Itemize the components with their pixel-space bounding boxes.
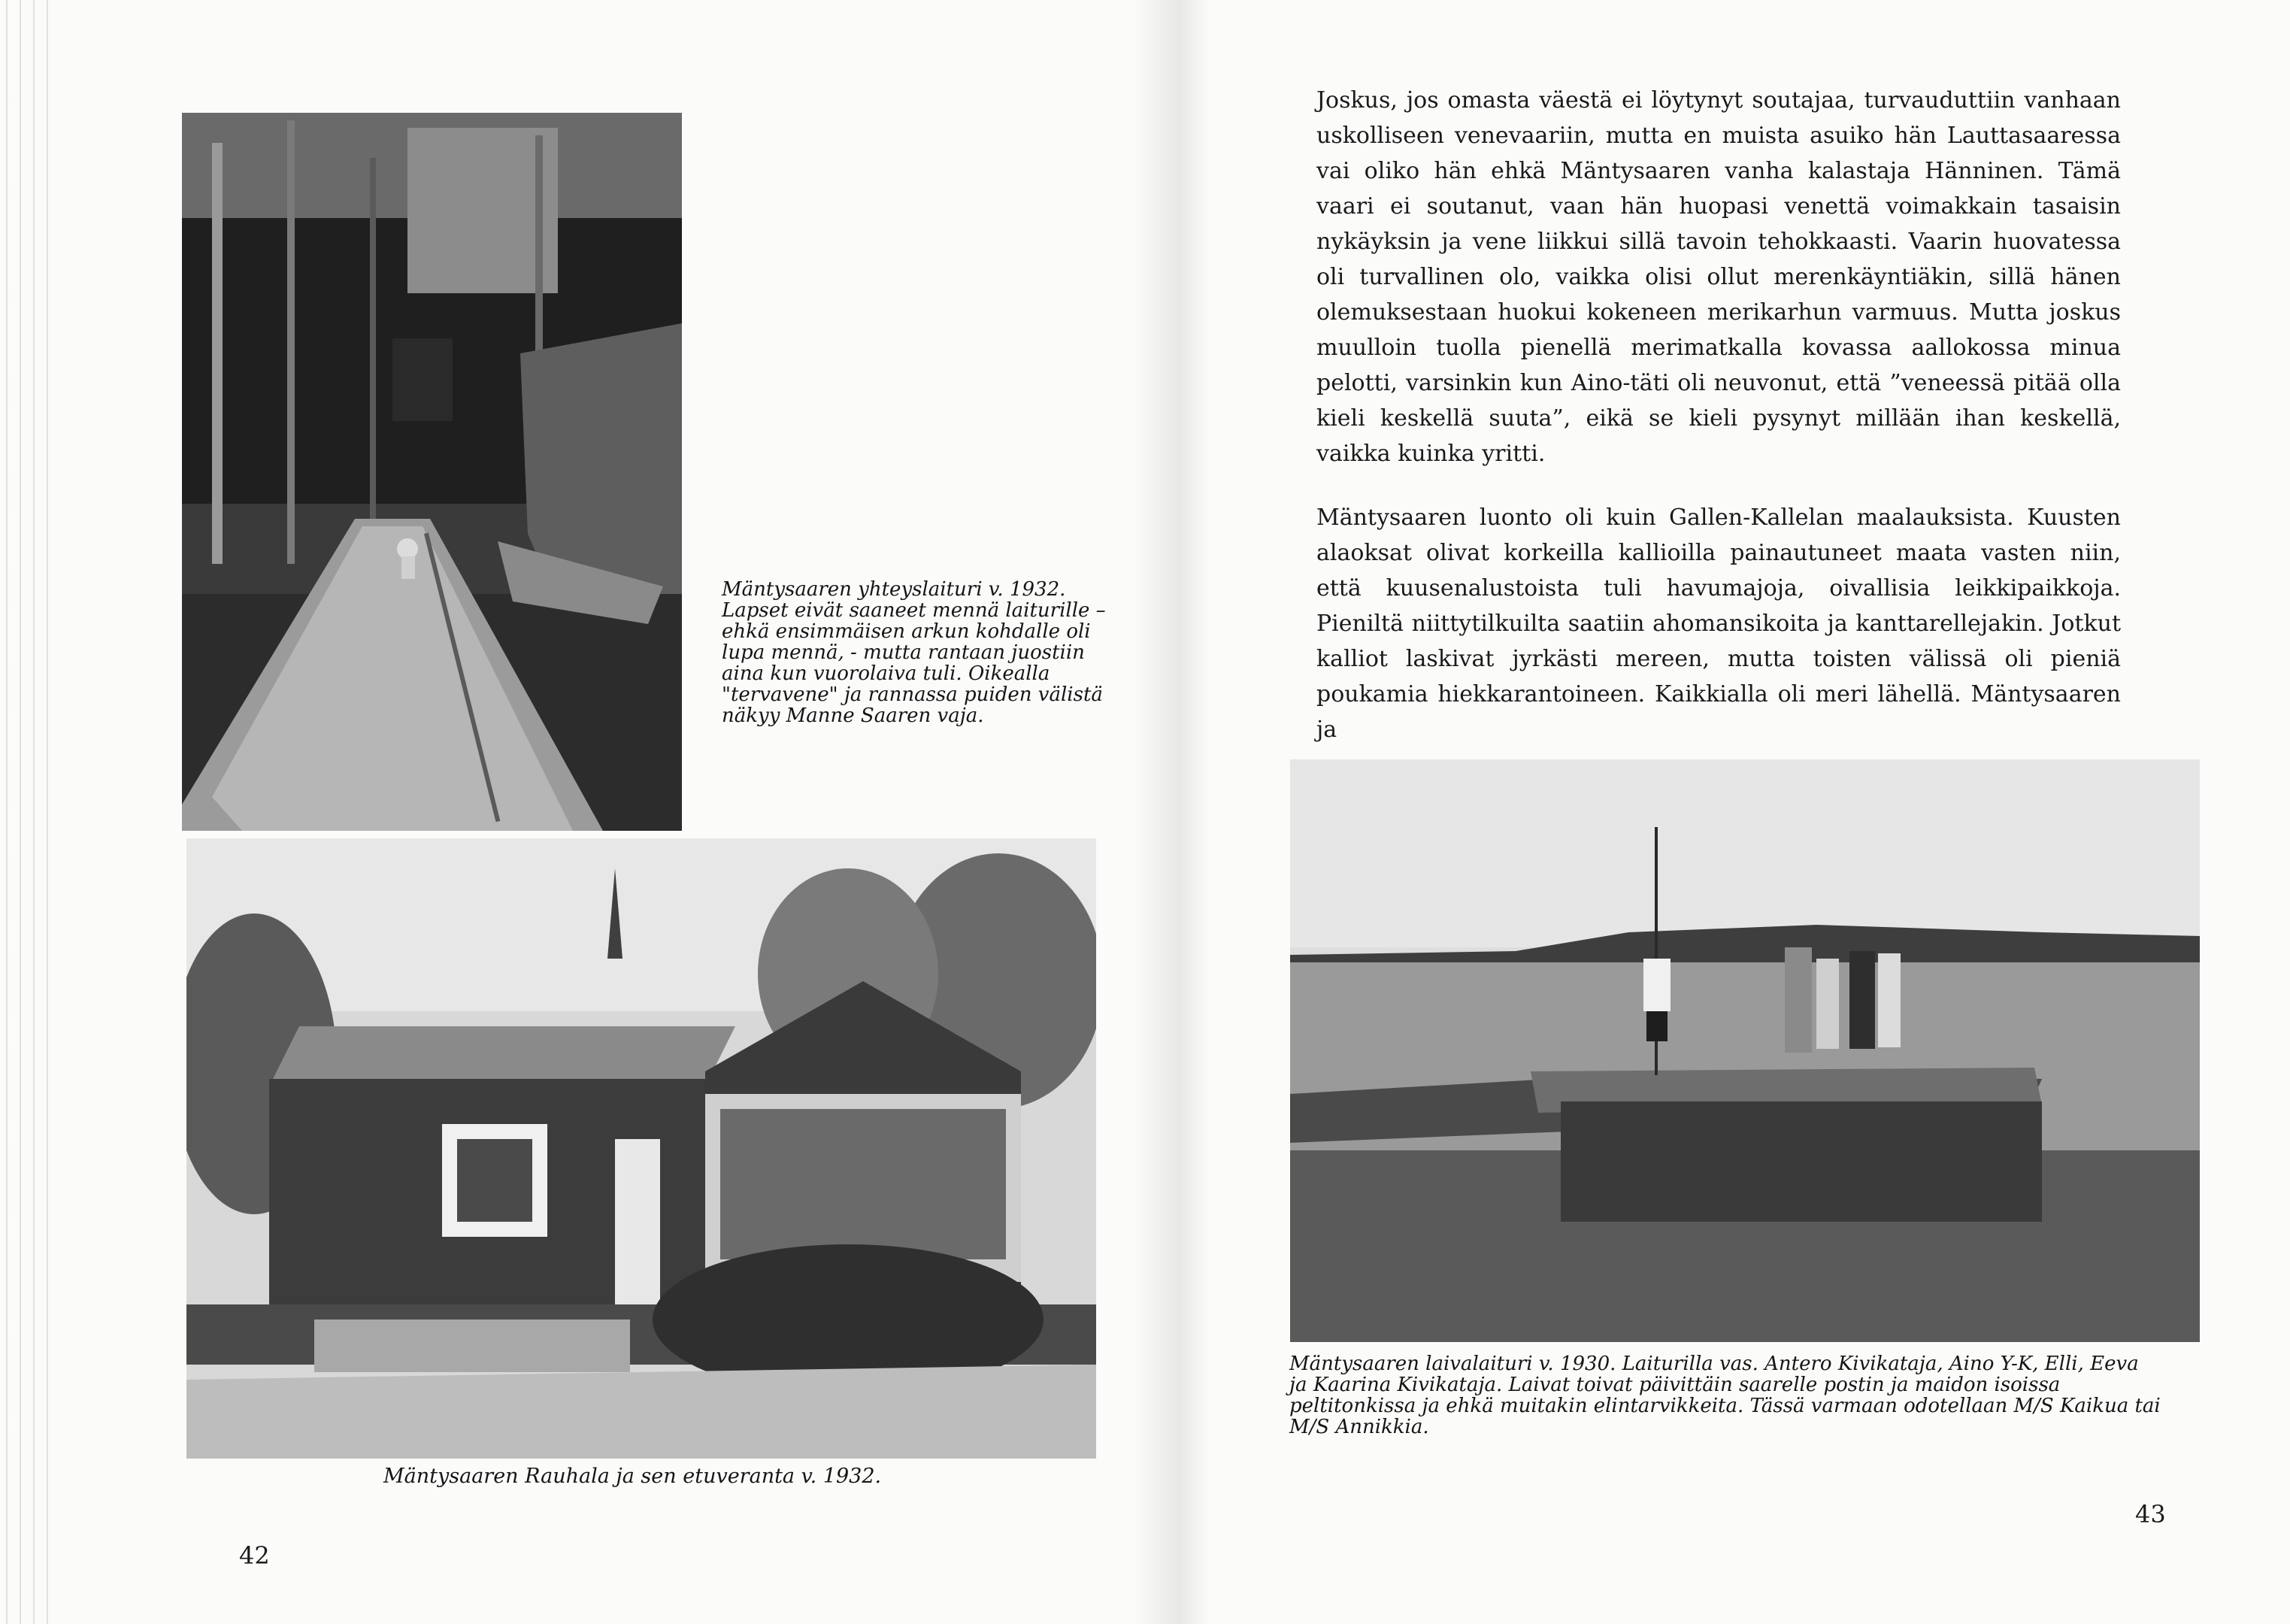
pier-caption: Mäntysaaren yhteyslaituri v. 1932. Lapset eivät saaneet mennä laiturille – ehkä ensimmäisen arkun kohdalle oli lupa mennä, - mutta rantaan juostiin aina kun vuorolaiva tuli. Oikealla "tervavene" ja rannassa puiden välistä näkyy Manne Saaren vaja. bbox=[722, 578, 1106, 727]
paragraph-1: Joskus, jos omasta väestä ei löytynyt soutajaa, turvauduttiin vanhaan uskolliseen venevaariin, mutta en muista asuiko hän Lauttasaaressa vai oliko hän ehkä Mäntysaaren vanha kalastaja Hänninen. Tämä vaari ei soutanut, vaan hän huopasi venettä voimakkain tasaisin nykäyksin ja vene liikkui sillä tavoin tehokkaasti. Vaarin huovatessa oli turvallinen olo, vaikka olisi ollut merenkäyntiäkin, sillä hänen olemuksestaan huokui kokeneen merikarhun varmuus. Mutta joskus muulloin tuolla pienellä merimatkalla kovassa aallokossa minua pelotti, varsinkin kun Aino-täti oli neuvonut, että ”veneessä pitää olla kieli keskellä suuta”, eikä se kieli pysynyt millään ihan keskellä, vaikka kuinka yritti. bbox=[1316, 87, 2121, 467]
right-page bbox=[1179, 0, 2290, 1624]
page-number-right: 43 bbox=[2135, 1500, 2166, 1529]
dock-caption: Mäntysaaren laivalaituri v. 1930. Laiturilla vas. Antero Kivikataja, Aino Y-K, Elli, Eeva ja Kaarina Kivikataja. Laivat toivat päivittäin saarelle postin ja maidon isoissa peltitonkissa ja ehkä muitakin elintarvikkeita. Tässä varmaan odotellaan M/S Kaikua tai M/S Annikkia. bbox=[1289, 1353, 2161, 1438]
house-caption: Mäntysaaren Rauhala ja sen etuveranta v. 1932. bbox=[383, 1465, 882, 1488]
page-number-left: 42 bbox=[239, 1541, 270, 1570]
house-photo bbox=[186, 838, 1096, 1459]
dock-photo bbox=[1290, 759, 2200, 1342]
paragraph-2: Mäntysaaren luonto oli kuin Gallen-Kallelan maalauksista. Kuusten alaoksat olivat korkeilla kallioilla painautuneet maata vasten niin, että kuusenalustoista tuli havumajoja, oivallisia leikkipaikkoja. Pieniltä niittytilkuilta saatiin ahomansikoita ja kanttarellejakin. Jotkut kalliot laskivat jyrkästi mereen, mutta toisten välissä oli pieniä poukamia hiekkarantoineen. Kaikkialla oli meri lähellä. Mäntysaaren ja bbox=[1316, 504, 2121, 743]
pier-photo bbox=[182, 113, 682, 831]
page-edge bbox=[0, 0, 53, 1624]
gutter-shadow bbox=[1134, 0, 1179, 1624]
gutter-shadow bbox=[1179, 0, 1209, 1624]
